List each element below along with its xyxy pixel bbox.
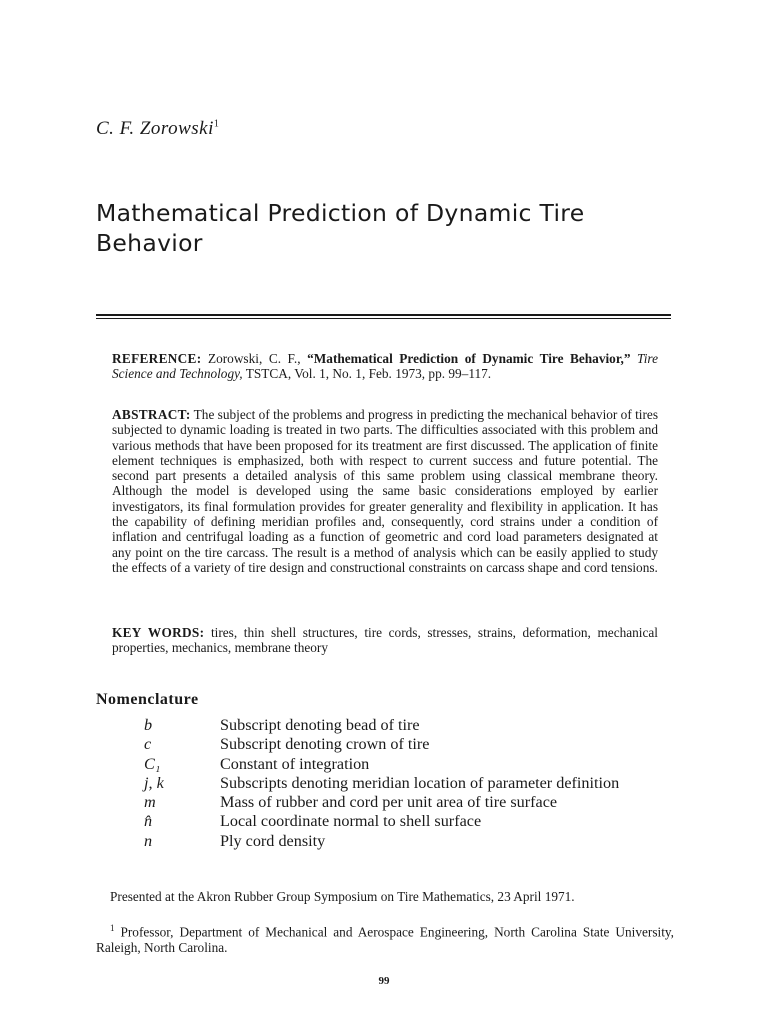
title-rule-thick: [96, 314, 671, 316]
nomenclature-row: [96, 735, 686, 754]
nomenclature-symbol: c: [144, 735, 152, 754]
author-footnote-marker: 1: [213, 118, 220, 130]
nomenclature-definition: Subscripts denoting meridian location of parameter definition: [220, 773, 620, 792]
nomenclature-row: [96, 832, 686, 851]
author-line: [96, 118, 219, 140]
nomenclature-symbol: C₁: [144, 754, 161, 773]
keywords-label: KEY WORDS:: [112, 625, 205, 640]
footnote-affiliation-text: Professor, Department of Mechanical and Aerospace Engineering, North Carolina State University, Raleigh, North Carolina.: [96, 924, 674, 955]
nomenclature-symbol: n: [144, 831, 153, 850]
abstract-block: [112, 407, 658, 575]
keywords-text: tires, thin shell structures, tire cords, stresses, strains, deformation, mechanical properties, mechanics, membrane theory: [112, 625, 658, 656]
reference-authors: Zorowski, C. F.,: [207, 351, 301, 366]
nomenclature-definition: Mass of rubber and cord per unit area of tire surface: [220, 793, 558, 812]
reference-details: TSTCA, Vol. 1, No. 1, Feb. 1973, pp. 99–117.: [245, 366, 492, 382]
page-number: 99: [378, 975, 390, 987]
nomenclature-definition: Subscript denoting bead of tire: [220, 716, 420, 734]
nomenclature-symbol: n̂: [144, 812, 153, 831]
footnote-affiliation: [96, 921, 674, 955]
nomenclature-definition: Constant of integration: [220, 754, 370, 773]
author-name: C. F. Zorowski: [96, 118, 214, 139]
nomenclature-row: [96, 716, 686, 735]
footnote-presented: Presented at the Akron Rubber Group Symposium on Tire Mathematics, 23 April 1971.: [110, 889, 575, 904]
nomenclature-row: [96, 812, 686, 831]
nomenclature-definition: Ply cord density: [220, 831, 326, 850]
nomenclature-definition: Subscript denoting crown of tire: [220, 735, 430, 754]
nomenclature-list: [96, 716, 686, 851]
reference-block: [112, 351, 658, 382]
nomenclature-symbol: b: [144, 716, 153, 734]
reference-journal: Tire Science and Technology,: [112, 351, 658, 382]
title-rule-thin: [96, 318, 671, 319]
nomenclature-row: [96, 793, 686, 812]
abstract-text: The subject of the problems and progress in predicting the mechanical behavior of tires subjected to dynamic loading is treated in two parts. The difficulties associated with this problem and various methods that have been proposed for its treatment are first discussed. The application of finite element techniques is emphasized, both with respect to current success and future potential. The second part presents a detailed analysis of this same problem using classical membrane theory. Although the model is developed using the same basic considerations employed by earlier investigators, its final formulation provides for greater generality and flexibility in application. It has the capability of defining meridian profiles and, consequently, cord strains under a condition of inflation and centrifugal loading as a function of geometric and cord load parameters designated at any point on the tire carcass. The result is a method of analysis which can be easily applied to study the effects of a variety of tire design and constructional constraints on carcass shape and cord tensions.: [112, 407, 658, 575]
nomenclature-row: [96, 774, 686, 793]
reference-label: REFERENCE:: [112, 351, 202, 366]
paper-title: Mathematical Prediction of Dynamic Tire Behavior: [96, 199, 585, 257]
nomenclature-row: [96, 755, 686, 774]
nomenclature-symbol: m: [144, 793, 156, 812]
nomenclature-heading: Nomenclature: [96, 691, 199, 708]
reference-paper-title: “Mathematical Prediction of Dynamic Tire Behavior,”: [307, 351, 631, 366]
footnote-marker: 1: [110, 923, 115, 933]
abstract-label: ABSTRACT:: [112, 407, 191, 422]
keywords-block: [112, 625, 658, 656]
nomenclature-symbol: j, k: [144, 773, 164, 792]
nomenclature-definition: Local coordinate normal to shell surface: [220, 812, 482, 831]
